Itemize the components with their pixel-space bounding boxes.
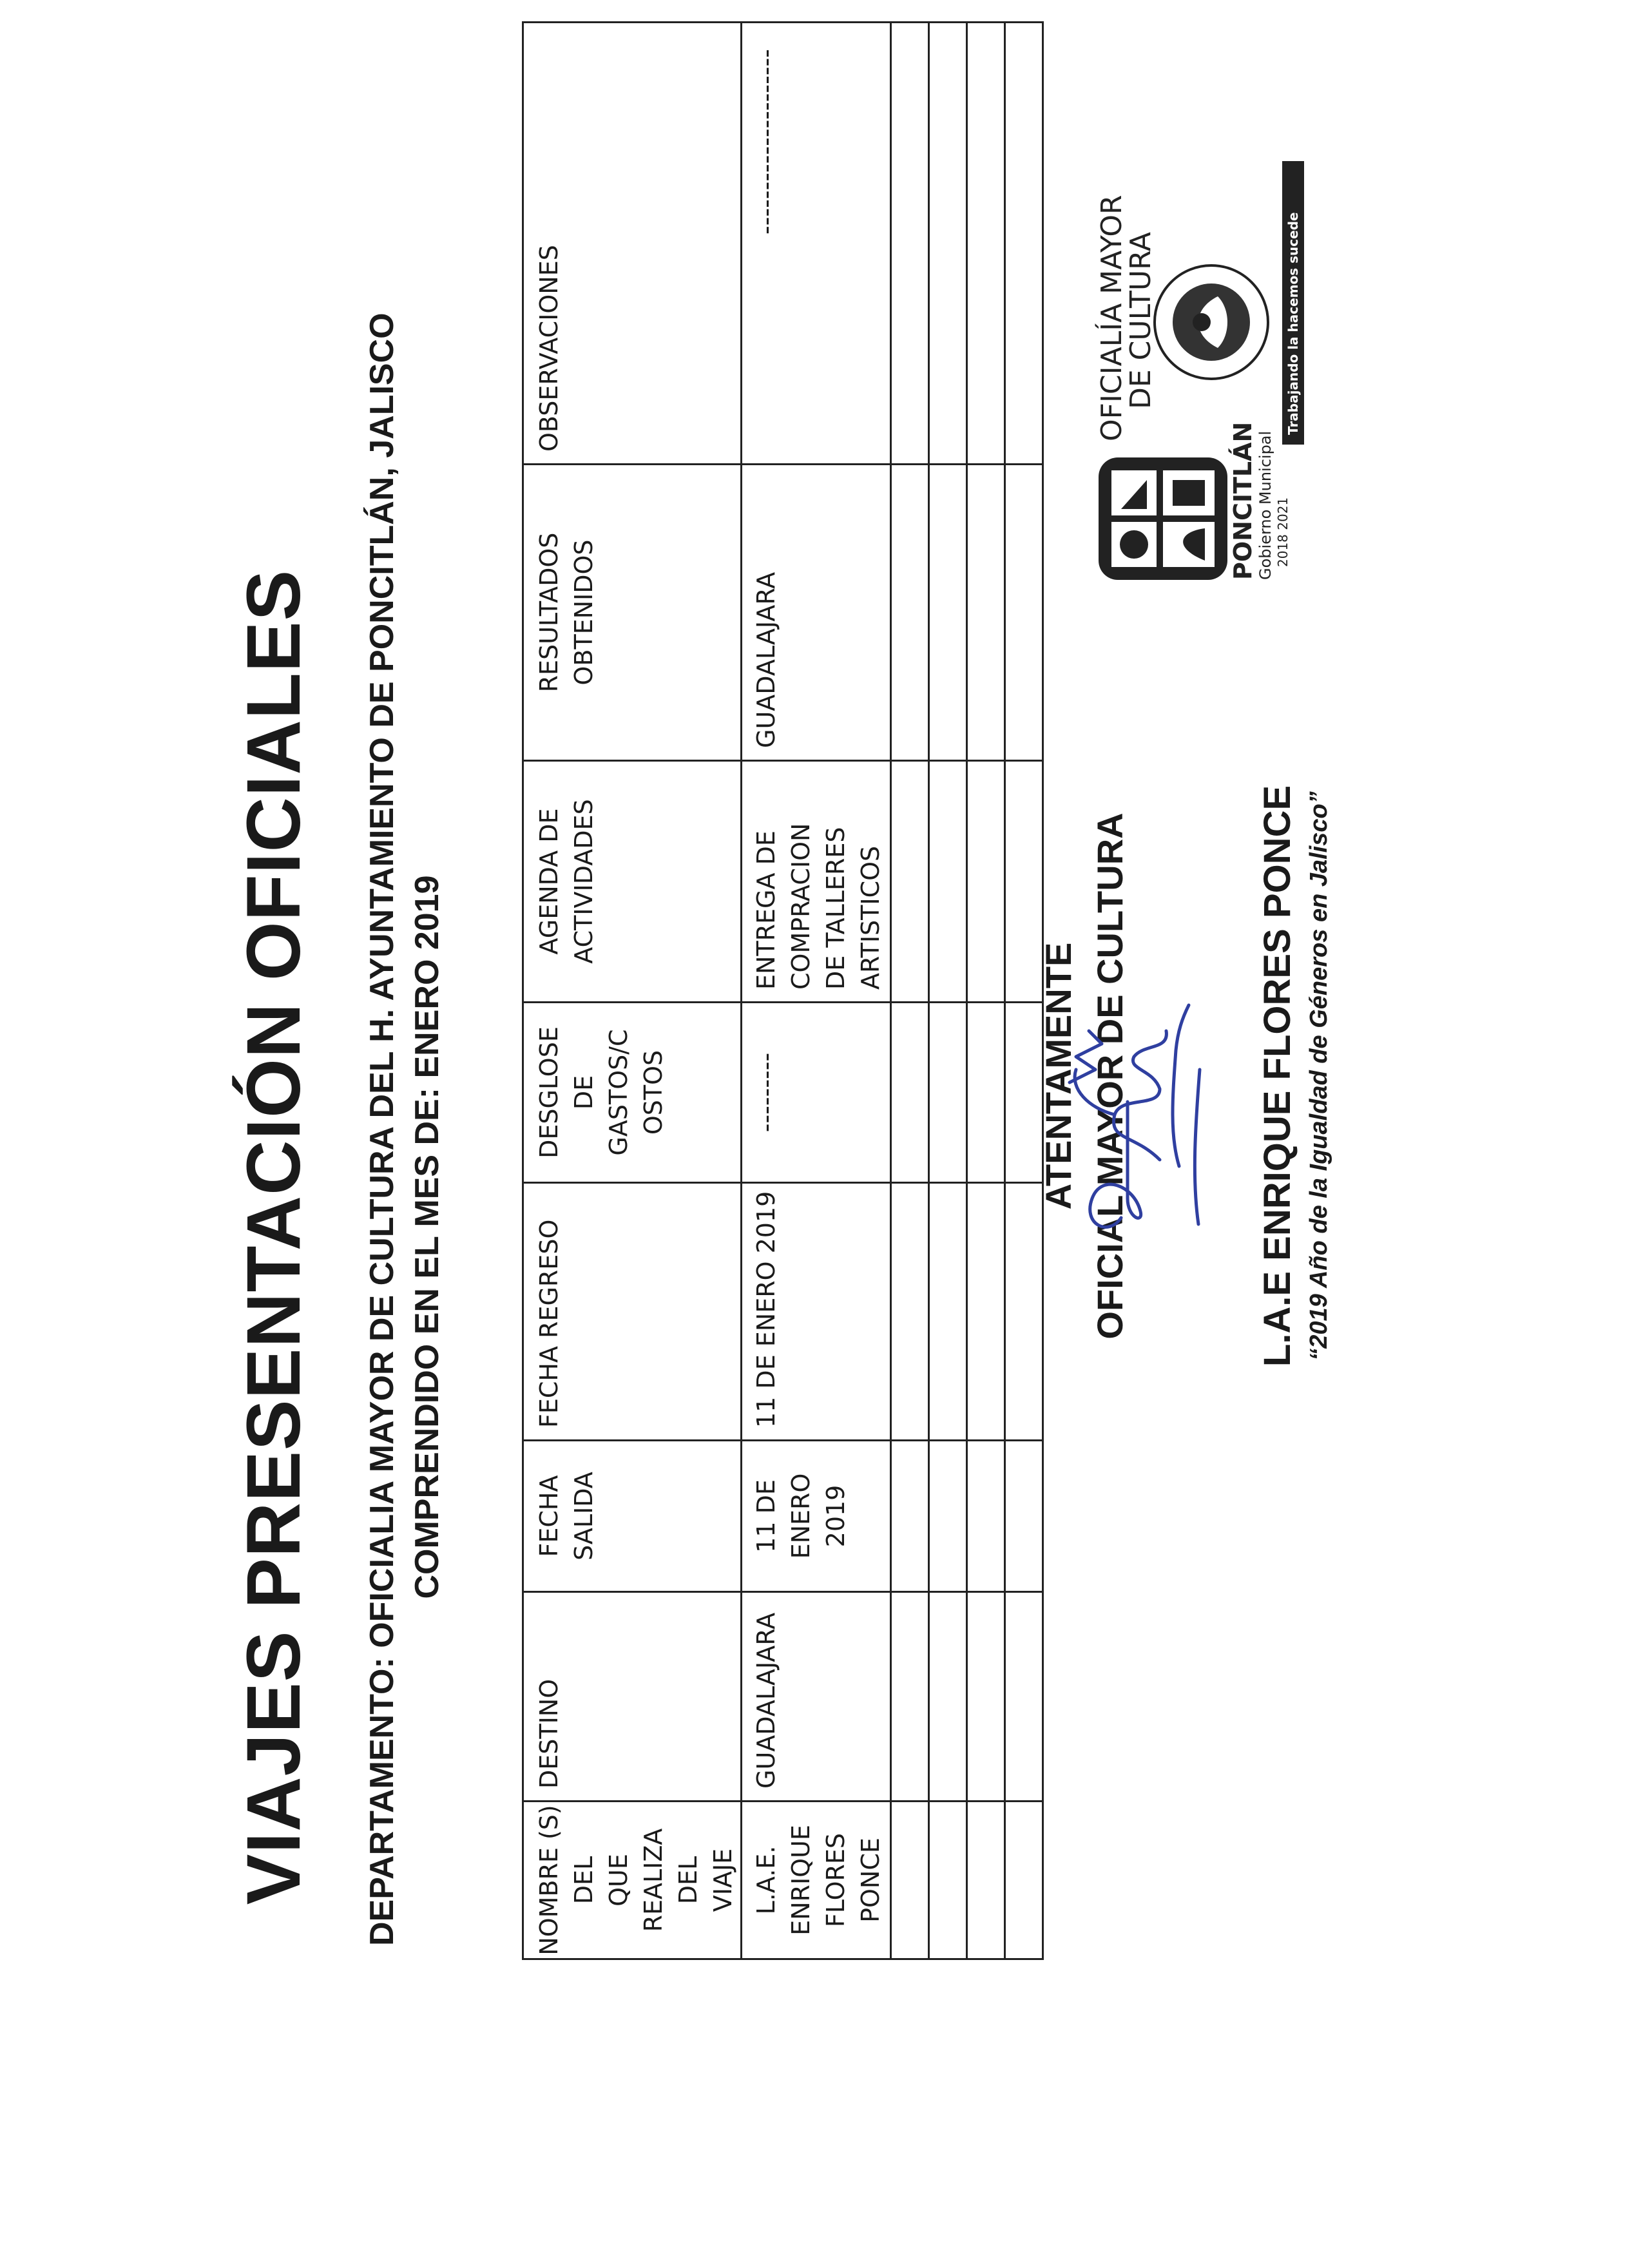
table-row [742,23,891,1959]
column-header [523,1802,742,1959]
column-header-line: FECHA REGRESO [535,1219,563,1428]
trips-table [522,21,1044,1960]
column-header-line: DESGLOSE [535,1026,563,1158]
column-header [523,1592,742,1802]
table-cell-line: L.A.E. ENRIQUE [752,1825,815,1936]
logo-slogan: Trabajando la hacemos sucede [1285,212,1301,435]
table-cell-line: 11 DE [752,1479,780,1553]
table-cell-line: FLORES PONCE [822,1832,885,1928]
table-cell-line: ARTISTICOS [856,845,885,990]
column-header-line: AGENDA DE [535,808,563,955]
column-header-line: QUE REALIZA DEL [604,1828,702,1932]
column-header [523,465,742,761]
column-header-line: OSTOS [639,1050,668,1135]
column-header-line: VIAJE [709,1848,737,1912]
logo-municipality: PONCITLÁN [1229,421,1257,580]
table-cell-line: 11 DE ENERO 2019 [752,1191,780,1428]
table-header-row [523,23,742,1959]
column-header-line: RESULTADOS [535,532,563,693]
table-cell [742,1441,891,1592]
column-header-line: FECHA [535,1475,563,1557]
table-cell-line: DE TALLERES [822,827,850,990]
motto: “2019 Año de la Igualdad de Géneros en Jalisco” [1305,791,1332,1361]
logo-office-line1: OFICIALÍA MAYOR [1095,195,1128,441]
column-header-line: NOMBRE (S) DEL [535,1805,598,1956]
column-header-line: SALIDA [570,1472,598,1561]
column-header [523,1183,742,1441]
column-header [523,1003,742,1183]
table-cell [742,1183,891,1441]
table-cell [742,761,891,1003]
empty-row [891,23,929,1959]
empty-row [967,23,1005,1959]
column-header-line: OBSERVACIONES [535,245,563,452]
table-cell-line: ENTREGA DE [752,831,780,990]
closing-salutation: ATENTAMENTE [1038,942,1079,1210]
table-cell-line: ENERO [787,1473,815,1559]
logo-term: 2018 2021 [1275,497,1291,567]
table-cell [742,1802,891,1959]
handwritten-signature [1031,992,1256,1263]
column-header [523,761,742,1003]
table-cell [742,465,891,761]
column-header-line: DESTINO [535,1678,563,1789]
signer-name: L.A.E ENRIQUE FLORES PONCE [1256,785,1298,1367]
table-cell [742,1003,891,1183]
column-header-line: OBTENIDOS [570,539,598,686]
column-header-line: DE [570,1075,598,1110]
table-cell-line: GUADALAJARA [752,1612,780,1789]
national-seal-icon [1155,265,1268,379]
column-header [523,23,742,465]
column-header-line: GASTOS/C [604,1029,633,1156]
column-header [523,1441,742,1592]
empty-row [929,23,967,1959]
poncitlan-logo [1099,457,1227,580]
table-cell [742,23,891,465]
page-title: VIAJES PRESENTACIÓN OFICIALES [231,569,316,1905]
logo-office-line2: DE CULTURA [1124,231,1157,409]
table-cell [742,1592,891,1802]
table-cell-line: COMPRACION [787,823,815,990]
table-cell-line: --------- [752,1052,780,1133]
table-cell-line: 2019 [822,1485,850,1548]
period-line: COMPRENDIDO EN EL MES DE: ENERO 2019 [408,875,446,1599]
logo-government: Gobierno Municipal [1256,430,1274,580]
column-header-line: ACTIVIDADES [570,799,598,964]
table-cell-line: GUADALAJARA [752,572,780,748]
table-cell-line: --------------------- [752,49,780,235]
institutional-logos [1082,129,1327,593]
department-line: DEPARTAMENTO: OFICIALIA MAYOR DE CULTURA DEL H. AYUNTAMIENTO DE PONCITLÁN, JALISCO [363,312,401,1946]
signer-position: OFICIAL MAYOR DE CULTURA [1090,812,1130,1340]
